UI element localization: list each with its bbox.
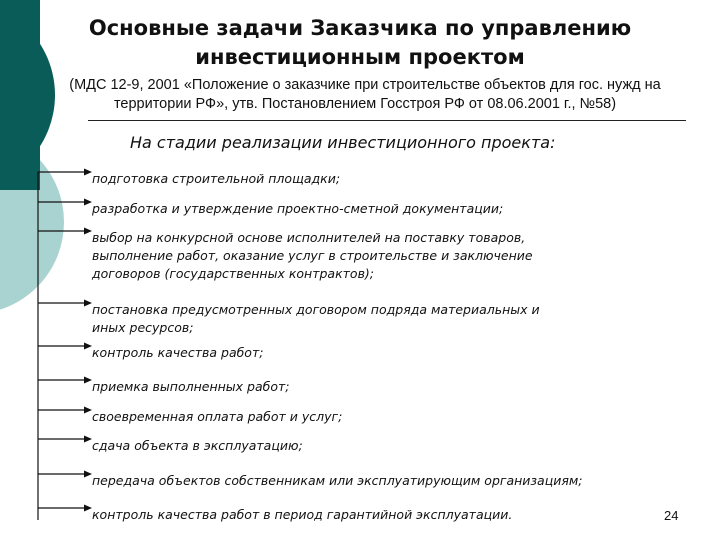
task-line: контроль качества работ; [92,345,264,360]
arrow-head-icon [84,343,92,350]
task-item [92,344,682,362]
task-item [92,378,682,396]
divider-line [88,120,686,121]
arrow-head-icon [84,300,92,307]
task-item [92,472,682,490]
task-item [92,301,682,337]
arrow-head-icon [84,377,92,384]
task-line: подготовка строительной площадки; [92,171,341,186]
arrow-head-icon [84,505,92,512]
subtitle-line-2: территории РФ», утв. Постановлением Госстроя РФ от 08.06.2001 г., №58) [113,96,617,112]
slide-subtitle [30,76,700,114]
title-line-1: Основные задачи Заказчика по управлению [88,16,632,40]
task-bracket [0,0,100,540]
task-line: постановка предусмотренных договором подряда материальных и [92,302,540,317]
task-line: передача объектов собственникам или эксплуатирующим организациям; [92,473,583,488]
page-number: 24 [664,508,679,523]
arrow-head-icon [84,407,92,414]
task-line: своевременная оплата работ и услуг; [92,409,343,424]
task-line: разработка и утверждение проектно-сметной документации; [92,201,504,216]
task-item [92,200,682,218]
task-line: контроль качества работ в период гарантийной эксплуатации. [92,507,513,522]
arrow-head-icon [84,169,92,176]
task-line: сдача объекта в эксплуатацию; [92,438,303,453]
arrow-head-icon [84,199,92,206]
task-item [92,437,682,455]
task-line: выполнение работ, оказание услуг в строительстве и заключение [92,248,533,263]
task-line: иных ресурсов; [92,320,194,335]
slide-title [60,14,660,72]
task-line: выбор на конкурсной основе исполнителей на поставку товаров, [92,230,526,245]
subtitle-line-1: (МДС 12-9, 2001 «Положение о заказчике при строительстве объектов для гос. нужд на [69,77,661,93]
task-item [92,229,682,283]
arrow-head-icon [84,228,92,235]
arrow-head-icon [84,471,92,478]
task-item [92,408,682,426]
task-item [92,506,682,524]
task-line: приемка выполненных работ; [92,379,290,394]
task-item [92,170,682,188]
title-line-2: инвестиционным проектом [195,45,525,69]
stage-heading: На стадии реализации инвестиционного проекта: [130,133,556,152]
arrow-head-icon [84,436,92,443]
task-line: договоров (государственных контрактов); [92,266,375,281]
